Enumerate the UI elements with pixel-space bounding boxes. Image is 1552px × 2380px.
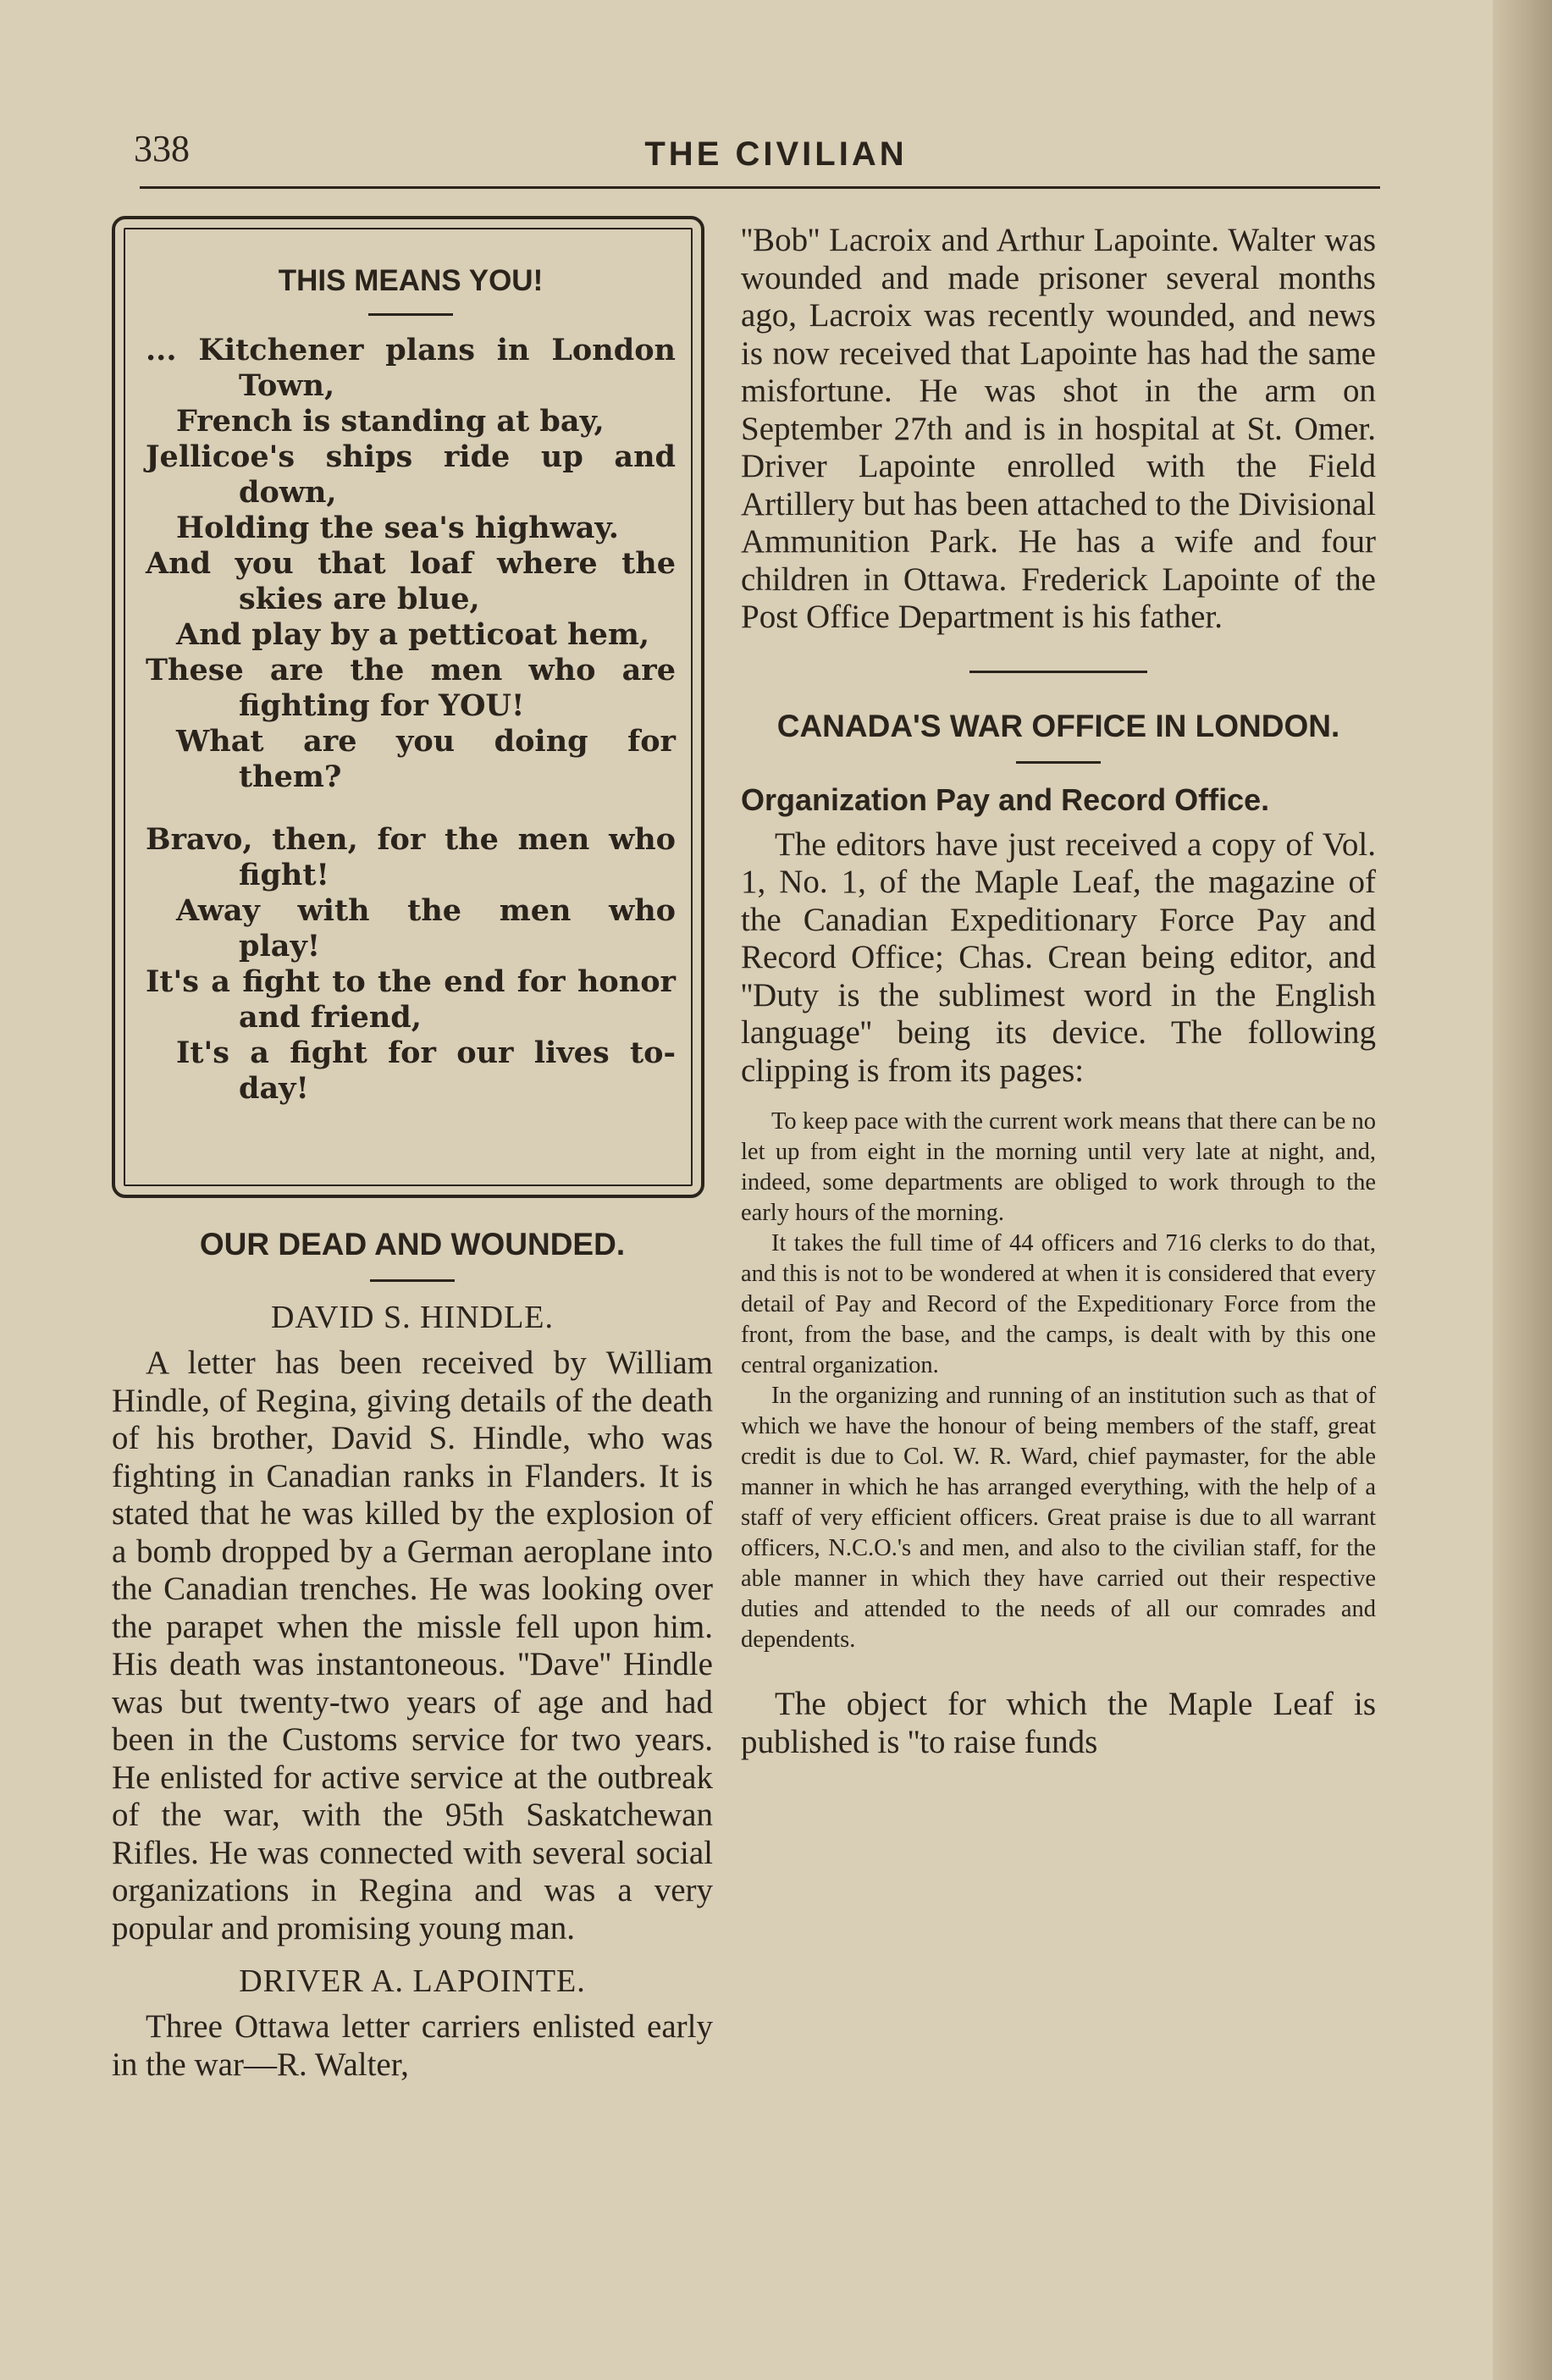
right-column (741, 222, 1376, 1761)
obituary-name: DRIVER A. LAPOINTE. (239, 1963, 586, 1999)
poem-box (112, 216, 704, 1198)
poem-line: Bravo, then, for the men who (146, 822, 676, 857)
poem-line: And you that loaf where the (146, 546, 676, 581)
poem-line: fighting for YOU! (239, 688, 525, 723)
section-rule (1016, 761, 1101, 764)
poem-line: down, (239, 475, 337, 510)
obituary-text: A letter has been received by William Hindle, of Regina, giving details of the death of his brother, David S. Hindle, who was fighting in Canadian ranks in Flanders. It is stated that he was killed by the explosion of a bomb dropped by a German aeroplane into the Canadian trenches. He was looking over the parapet when the missle fell upon him. His death was instantoneous. ''Dave'' Hindle was but twenty-two years of age and had been in the Customs service for two years. He enlisted for active service at the outbreak of the war, with the 95th Saskatchewan Rifles. He was connected with several social organizations in Regina and was a very popular and promising young man. (112, 1345, 713, 1947)
poem-line: and friend, (239, 1000, 422, 1035)
poem-line: What are you doing for (176, 724, 676, 759)
obituary-name: DAVID S. HINDLE. (270, 1300, 555, 1335)
poem-line: Holding the sea's highway. (176, 511, 619, 545)
section-rule (370, 1279, 455, 1282)
page-number: 338 (134, 128, 190, 169)
page-edge (1493, 0, 1552, 2380)
quoted-paragraph: To keep pace with the current work means that there can be no let up from eight in the morning until very late at night, and, indeed, some departments are obliged to work through to the early hours of the morning. (741, 1108, 1376, 1226)
poem-line: skies are blue, (239, 582, 480, 616)
poem-line: Town, (239, 368, 335, 403)
quoted-paragraph: In the organizing and running of an institution such as that of which we have the honour of being members of the staff, great credit is due to Col. W. R. Ward, chief paymaster, for the able manner in which he has arranged everything, with the help of a staff of very efficient officers. Great praise is due to all warrant officers, N.C.O.'s and men, and also to the civilian staff, for the able manner in which they have carried out their respective duties and attended to the needs of all our comrades and dependents. (741, 1383, 1376, 1653)
section-heading: CANADA'S WAR OFFICE IN LONDON. (776, 708, 1340, 743)
article-text: The object for which the Maple Leaf is published is ''to raise funds (741, 1686, 1376, 1760)
poem-rule (368, 313, 453, 316)
poem-line: These are the men who are (146, 653, 676, 687)
poem-line: And play by a petticoat hem, (176, 617, 650, 652)
section-heading: OUR DEAD AND WOUNDED. (199, 1227, 626, 1262)
poem-line: day! (239, 1071, 309, 1106)
quoted-paragraph: It takes the full time of 44 officers and 716 clerks to do that, and this is not to be wondered at when it is considered that every detail of Pay and Record of the Expeditionary Force from the front, from the base, and the camps, is dealt with by this one central organization. (741, 1230, 1376, 1378)
poem-line: Jellicoe's ships ride up and (146, 439, 676, 474)
sub-heading: Organization Pay and Record Office. (741, 781, 1270, 817)
obituary-text-continued: ''Bob'' Lacroix and Arthur Lapointe. Walter was wounded and made prisoner several months ago, Lacroix was recently wounded, and news is now received that Lapointe has had the same misfortune. He was shot in the arm on September 27th and is in hospital at St. Omer. Driver Lapointe enrolled with the Field Artillery but has been attached to the Divisional Ammunition Park. He has a wife and four children in Ottawa. Frederick Lapointe of the Post Office Department is his father. (741, 222, 1376, 635)
header-rule (140, 186, 1380, 189)
section-rule (969, 671, 1147, 673)
poem-title: THIS MEANS YOU! (278, 264, 544, 297)
poem-line: fight! (239, 858, 329, 892)
obituary-text: Three Ottawa letter carriers enlisted early in the war—R. Walter, (112, 2008, 713, 2083)
poem-line: them? (239, 759, 342, 794)
poem-line: play! (239, 929, 321, 964)
poem-line: Away with the men who (176, 893, 676, 928)
poem-line: French is standing at bay, (176, 404, 605, 439)
article-text: The editors have just received a copy of Vol. 1, No. 1, of the Maple Leaf, the magazine of the Canadian Expeditionary Force Pay and Record Office; Chas. Crean being editor, and ''Duty is the sublimest word in the English language'' being its device. The following clipping is from its pages: (741, 826, 1376, 1089)
poem-line: It's a fight to the end for honor (146, 964, 676, 999)
left-column (112, 216, 713, 2084)
poem-line: ... Kitchener plans in London (146, 333, 676, 367)
poem-line: It's a fight for our lives to- (176, 1035, 676, 1070)
publication-title: THE CIVILIAN (644, 135, 908, 173)
